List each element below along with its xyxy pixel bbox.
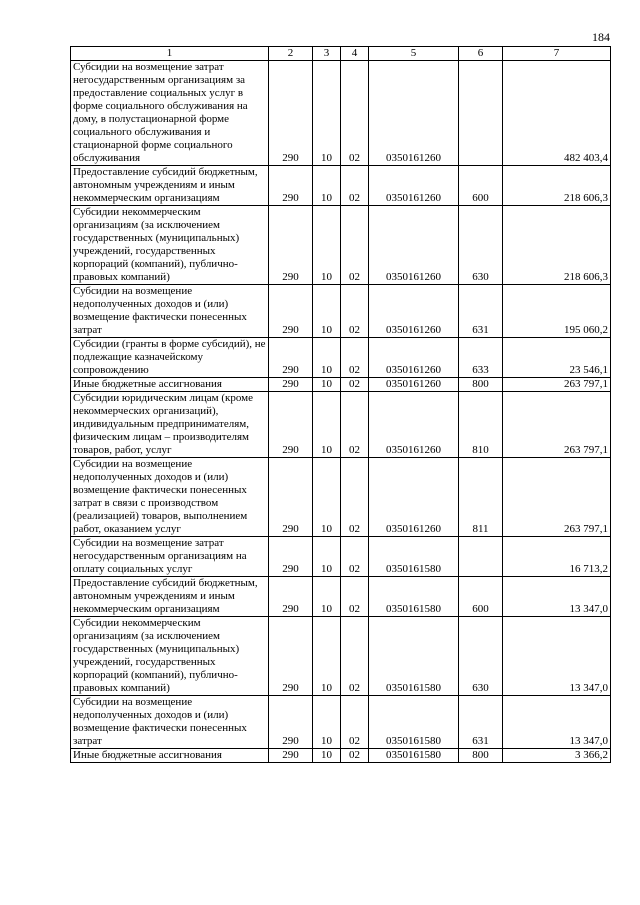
row-code-cell: 290	[269, 749, 313, 763]
row-vr-cell: 630	[459, 617, 503, 696]
row-name-cell: Субсидии некоммерческим организациям (за исключением государственных (муниципальных) учреждений, государственных корпораций (компаний), публично-правовых компаний)	[71, 617, 269, 696]
row-sum-cell: 263 797,1	[503, 378, 611, 392]
row-name-cell: Субсидии на возмещение недополученных доходов и (или) возмещение фактически понесенных затрат	[71, 696, 269, 749]
row-podrazdel-cell: 02	[341, 458, 369, 537]
header-cell: 3	[313, 47, 341, 61]
row-podrazdel-cell: 02	[341, 166, 369, 206]
row-podrazdel-cell: 02	[341, 206, 369, 285]
row-razdel-cell: 10	[313, 458, 341, 537]
row-podrazdel-cell: 02	[341, 392, 369, 458]
row-code-cell: 290	[269, 166, 313, 206]
header-cell: 2	[269, 47, 313, 61]
row-code-cell: 290	[269, 378, 313, 392]
row-name-cell: Иные бюджетные ассигнования	[71, 749, 269, 763]
row-podrazdel-cell: 02	[341, 696, 369, 749]
row-razdel-cell: 10	[313, 61, 341, 166]
row-sum-cell: 218 606,3	[503, 206, 611, 285]
row-razdel-cell: 10	[313, 749, 341, 763]
header-cell: 1	[71, 47, 269, 61]
row-code-cell: 290	[269, 285, 313, 338]
header-cell: 4	[341, 47, 369, 61]
row-csr-cell: 0350161580	[369, 537, 459, 577]
row-sum-cell: 482 403,4	[503, 61, 611, 166]
row-podrazdel-cell: 02	[341, 617, 369, 696]
table-row	[71, 458, 611, 537]
row-sum-cell: 218 606,3	[503, 166, 611, 206]
row-podrazdel-cell: 02	[341, 749, 369, 763]
page-number: 184	[592, 30, 610, 44]
row-sum-cell: 23 546,1	[503, 338, 611, 378]
row-sum-cell: 13 347,0	[503, 577, 611, 617]
table-row	[71, 378, 611, 392]
row-vr-cell: 633	[459, 338, 503, 378]
row-csr-cell: 0350161260	[369, 61, 459, 166]
row-code-cell: 290	[269, 696, 313, 749]
row-razdel-cell: 10	[313, 285, 341, 338]
table-row	[71, 617, 611, 696]
row-podrazdel-cell: 02	[341, 338, 369, 378]
row-name-cell: Субсидии некоммерческим организациям (за исключением государственных (муниципальных) учреждений, государственных корпораций (компаний), публично-правовых компаний)	[71, 206, 269, 285]
row-csr-cell: 0350161580	[369, 617, 459, 696]
row-csr-cell: 0350161260	[369, 392, 459, 458]
table-row	[71, 61, 611, 166]
row-razdel-cell: 10	[313, 338, 341, 378]
row-code-cell: 290	[269, 617, 313, 696]
row-razdel-cell: 10	[313, 166, 341, 206]
row-vr-cell: 800	[459, 749, 503, 763]
row-sum-cell: 13 347,0	[503, 617, 611, 696]
table-row	[71, 166, 611, 206]
table-body	[71, 61, 611, 763]
row-code-cell: 290	[269, 577, 313, 617]
row-name-cell: Субсидии на возмещение затрат негосударственным организациям на оплату социальных услуг	[71, 537, 269, 577]
row-name-cell: Субсидии юридическим лицам (кроме некоммерческих организаций), индивидуальным предпринимателям, физическим лицам – производителям товаров, работ, услуг	[71, 392, 269, 458]
row-podrazdel-cell: 02	[341, 61, 369, 166]
row-podrazdel-cell: 02	[341, 577, 369, 617]
table-row	[71, 577, 611, 617]
row-vr-cell	[459, 537, 503, 577]
row-vr-cell: 631	[459, 285, 503, 338]
row-code-cell: 290	[269, 61, 313, 166]
row-razdel-cell: 10	[313, 392, 341, 458]
row-sum-cell: 16 713,2	[503, 537, 611, 577]
row-vr-cell: 600	[459, 577, 503, 617]
row-name-cell: Субсидии на возмещение недополученных доходов и (или) возмещение фактически понесенных затрат	[71, 285, 269, 338]
row-csr-cell: 0350161260	[369, 338, 459, 378]
header-cell: 7	[503, 47, 611, 61]
row-csr-cell: 0350161580	[369, 749, 459, 763]
row-name-cell: Субсидии на возмещение затрат негосударственным организациям за предоставление социальных услуг в форме социального обслуживания на дому, в полустационарной форме социального обслуживания и стационарной форме социального обслуживания	[71, 61, 269, 166]
row-razdel-cell: 10	[313, 696, 341, 749]
row-vr-cell: 800	[459, 378, 503, 392]
row-razdel-cell: 10	[313, 617, 341, 696]
table-row	[71, 749, 611, 763]
row-vr-cell: 811	[459, 458, 503, 537]
row-name-cell: Иные бюджетные ассигнования	[71, 378, 269, 392]
row-name-cell: Субсидии (гранты в форме субсидий), не подлежащие казначейскому сопровождению	[71, 338, 269, 378]
row-csr-cell: 0350161260	[369, 206, 459, 285]
row-code-cell: 290	[269, 392, 313, 458]
row-name-cell: Предоставление субсидий бюджетным, автономным учреждениям и иным некоммерческим организациям	[71, 166, 269, 206]
table-row	[71, 696, 611, 749]
row-sum-cell: 195 060,2	[503, 285, 611, 338]
row-csr-cell: 0350161580	[369, 577, 459, 617]
row-podrazdel-cell: 02	[341, 285, 369, 338]
row-vr-cell: 810	[459, 392, 503, 458]
table-row	[71, 537, 611, 577]
row-sum-cell: 3 366,2	[503, 749, 611, 763]
row-name-cell: Предоставление субсидий бюджетным, автономным учреждениям и иным некоммерческим организациям	[71, 577, 269, 617]
row-razdel-cell: 10	[313, 206, 341, 285]
header-cell: 5	[369, 47, 459, 61]
table-row	[71, 285, 611, 338]
table-row	[71, 206, 611, 285]
row-vr-cell	[459, 61, 503, 166]
row-sum-cell: 263 797,1	[503, 392, 611, 458]
table-row	[71, 392, 611, 458]
row-sum-cell: 263 797,1	[503, 458, 611, 537]
row-razdel-cell: 10	[313, 537, 341, 577]
row-code-cell: 290	[269, 338, 313, 378]
row-csr-cell: 0350161260	[369, 378, 459, 392]
row-vr-cell: 630	[459, 206, 503, 285]
header-row	[71, 47, 611, 61]
row-csr-cell: 0350161260	[369, 285, 459, 338]
row-vr-cell: 600	[459, 166, 503, 206]
row-razdel-cell: 10	[313, 577, 341, 617]
row-code-cell: 290	[269, 537, 313, 577]
budget-table	[70, 46, 611, 763]
row-name-cell: Субсидии на возмещение недополученных доходов и (или) возмещение фактически понесенных затрат в связи с производством (реализацией) товаров, выполнением работ, оказанием услуг	[71, 458, 269, 537]
row-podrazdel-cell: 02	[341, 378, 369, 392]
table-row	[71, 338, 611, 378]
row-csr-cell: 0350161260	[369, 166, 459, 206]
row-podrazdel-cell: 02	[341, 537, 369, 577]
row-code-cell: 290	[269, 206, 313, 285]
header-cell: 6	[459, 47, 503, 61]
row-razdel-cell: 10	[313, 378, 341, 392]
row-csr-cell: 0350161580	[369, 696, 459, 749]
row-sum-cell: 13 347,0	[503, 696, 611, 749]
row-csr-cell: 0350161260	[369, 458, 459, 537]
row-code-cell: 290	[269, 458, 313, 537]
row-vr-cell: 631	[459, 696, 503, 749]
